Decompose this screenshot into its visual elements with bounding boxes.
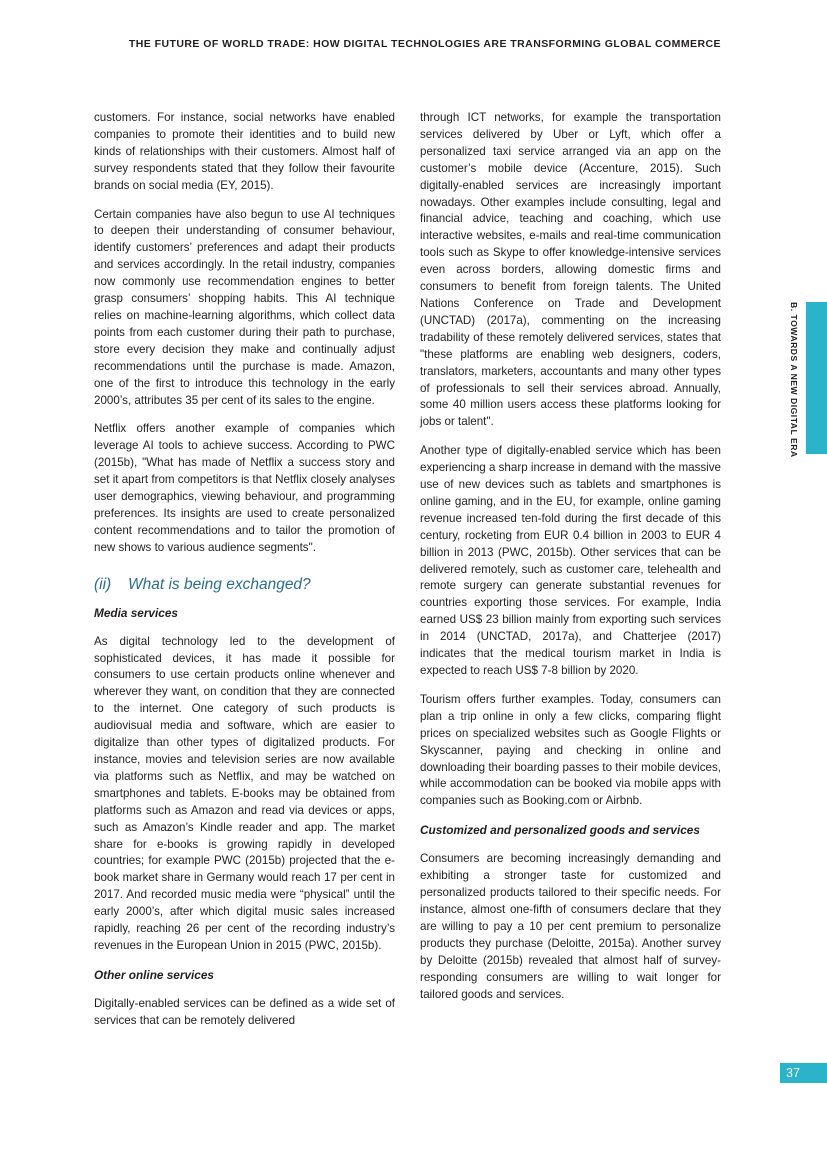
- body-paragraph: through ICT networks, for example the transportation services delivered by Uber or Lyft, which offer a personalized taxi service arranged via an app on the customer’s mobile device (Accenture, 2015). Such digitally-enabled services are increasingly important nowadays. Other examples include consulting, legal and financial advice, teaching and coaching, which use interactive websites, e-mails and real-time communication tools such as Skype to offer knowledge-intensive services even across borders, allowing domestic firms and consumers to benefit from foreign talents. The United Nations Conference on Trade and Development (UNCTAD) (2017a), commenting on the increasing tradability of these remotely delivered services, states that "these platforms are enabling web designers, coders, translators, marketers, accountants and many other types of professionals to sell their services abroad. Annually, some 40 million users access these platforms looking for jobs or talent".: [420, 111, 721, 429]
- section-heading: [94, 575, 395, 595]
- running-header: THE FUTURE OF WORLD TRADE: HOW DIGITAL TECHNOLOGIES ARE TRANSFORMING GLOBAL COMMERCE: [128, 38, 721, 50]
- body-paragraph: Consumers are becoming increasingly demanding and exhibiting a stronger taste for customized and personalized products tailored to their specific needs. For instance, almost one-fifth of consumers declare that they are willing to pay a 10 per cent premium to personalize products they purchase (Deloitte, 2015a). Another survey by Deloitte (2015b) revealed that almost half of survey-responding consumers are willing to wait longer for tailored goods and services.: [420, 852, 721, 1001]
- subheading-media-services: Media services: [94, 605, 178, 620]
- body-paragraph: Another type of digitally-enabled service which has been experiencing a sharp increase in demand with the massive use of new devices such as tablets and smartphones is online gaming, and in the EU, for example, online gaming revenue increased ten-fold during the first decade of this century, rocketing from EUR 0.4 billion in 2003 to EUR 4 billion in 2013 (PWC, 2015b). Other services that can be delivered remotely, such as customer care, telehealth and remote surgery can generate substantial revenues for countries exporting those services. For example, India earned US$ 23 billion mainly from exporting such services in 2014 (UNCTAD, 2017a), and Chatterjee (2017) indicates that the medical tourism market in India is expected to reach US$ 7-8 billion by 2020.: [420, 444, 721, 677]
- chapter-label-text: B. TOWARDS A NEW DIGITAL ERA: [789, 302, 799, 458]
- subheading-customized-goods: Customized and personalized goods and services: [420, 823, 700, 838]
- subheading-other-online-services: Other online services: [94, 967, 214, 982]
- body-paragraph: customers. For instance, social networks have enabled companies to promote their identities and to build new kinds of relationships with their customers. Almost half of survey respondents stated that they follow their favourite brands on social media (EY, 2015).: [94, 111, 395, 192]
- page-number: 37: [780, 1063, 827, 1083]
- body-paragraph: Netflix offers another example of companies which leverage AI tools to achieve success. According to PWC (2015b), "What has made of Netflix a success story and set it apart from competitors is that Netflix closely analyses user demographics, viewing behaviour, and programming preferences. Its insights are used to create personalized content recommendations and to tailor the promotion of new shows to various audience segments".: [94, 422, 395, 554]
- section-title: What is being exchanged?: [128, 575, 311, 593]
- body-paragraph: Digitally-enabled services can be defined as a wide set of services that can be remotely delivered: [94, 996, 395, 1027]
- body-paragraph: As digital technology led to the development of sophisticated devices, it has made it possible for consumers to use certain products online whenever and wherever they want, on condition that they are connected to the internet. One category of such products is audiovisual media and software, which are easier to digitalize than other types of digitalized products. For instance, movies and television series are now available via platforms such as Netflix, and may be watched on smartphones and tablets. E-books may be obtained from platforms such as Amazon and read via devices or apps, such as Amazon’s Kindle reader and app. The market share for e-books is growing rapidly in developed countries; for example PWC (2015b) projected that the e-book market share in Germany would reach 17 per cent in 2017. And recorded music media were “physical” until the early 2000’s, after which digital music sales increased rapidly, reaching 26 per cent of the recording industry’s revenues in the European Union in 2015 (PWC, 2015b).: [94, 634, 395, 952]
- right-column: [420, 110, 721, 1015]
- body-paragraph: Tourism offers further examples. Today, consumers can plan a trip online in only a few clicks, comparing flight prices on specialized websites such as Google Flights or Skyscanner, paying and checking in online and downloading their boarding passes to their mobile devices, while accommodation can be booked via mobile apps with companies such as Booking.com or Airbnb.: [420, 692, 721, 808]
- chapter-side-label: [764, 302, 824, 472]
- section-number: (ii): [94, 575, 112, 593]
- left-column: [94, 110, 395, 1042]
- body-paragraph: Certain companies have also begun to use AI techniques to deepen their understanding of consumer behaviour, identify customers’ preferences and adapt their products and services accordingly. In the retail industry, companies now commonly use recommendation engines to better grasp consumers’ shopping habits. This AI technique relies on machine-learning algorithms, which collect data points from each customer during their path to purchase, store every decision they make and continually adjust recommendations until the purchase is made. Amazon, one of the first to introduce this technology in the early 2000’s, attributes 35 per cent of its sales to the engine.: [94, 207, 395, 407]
